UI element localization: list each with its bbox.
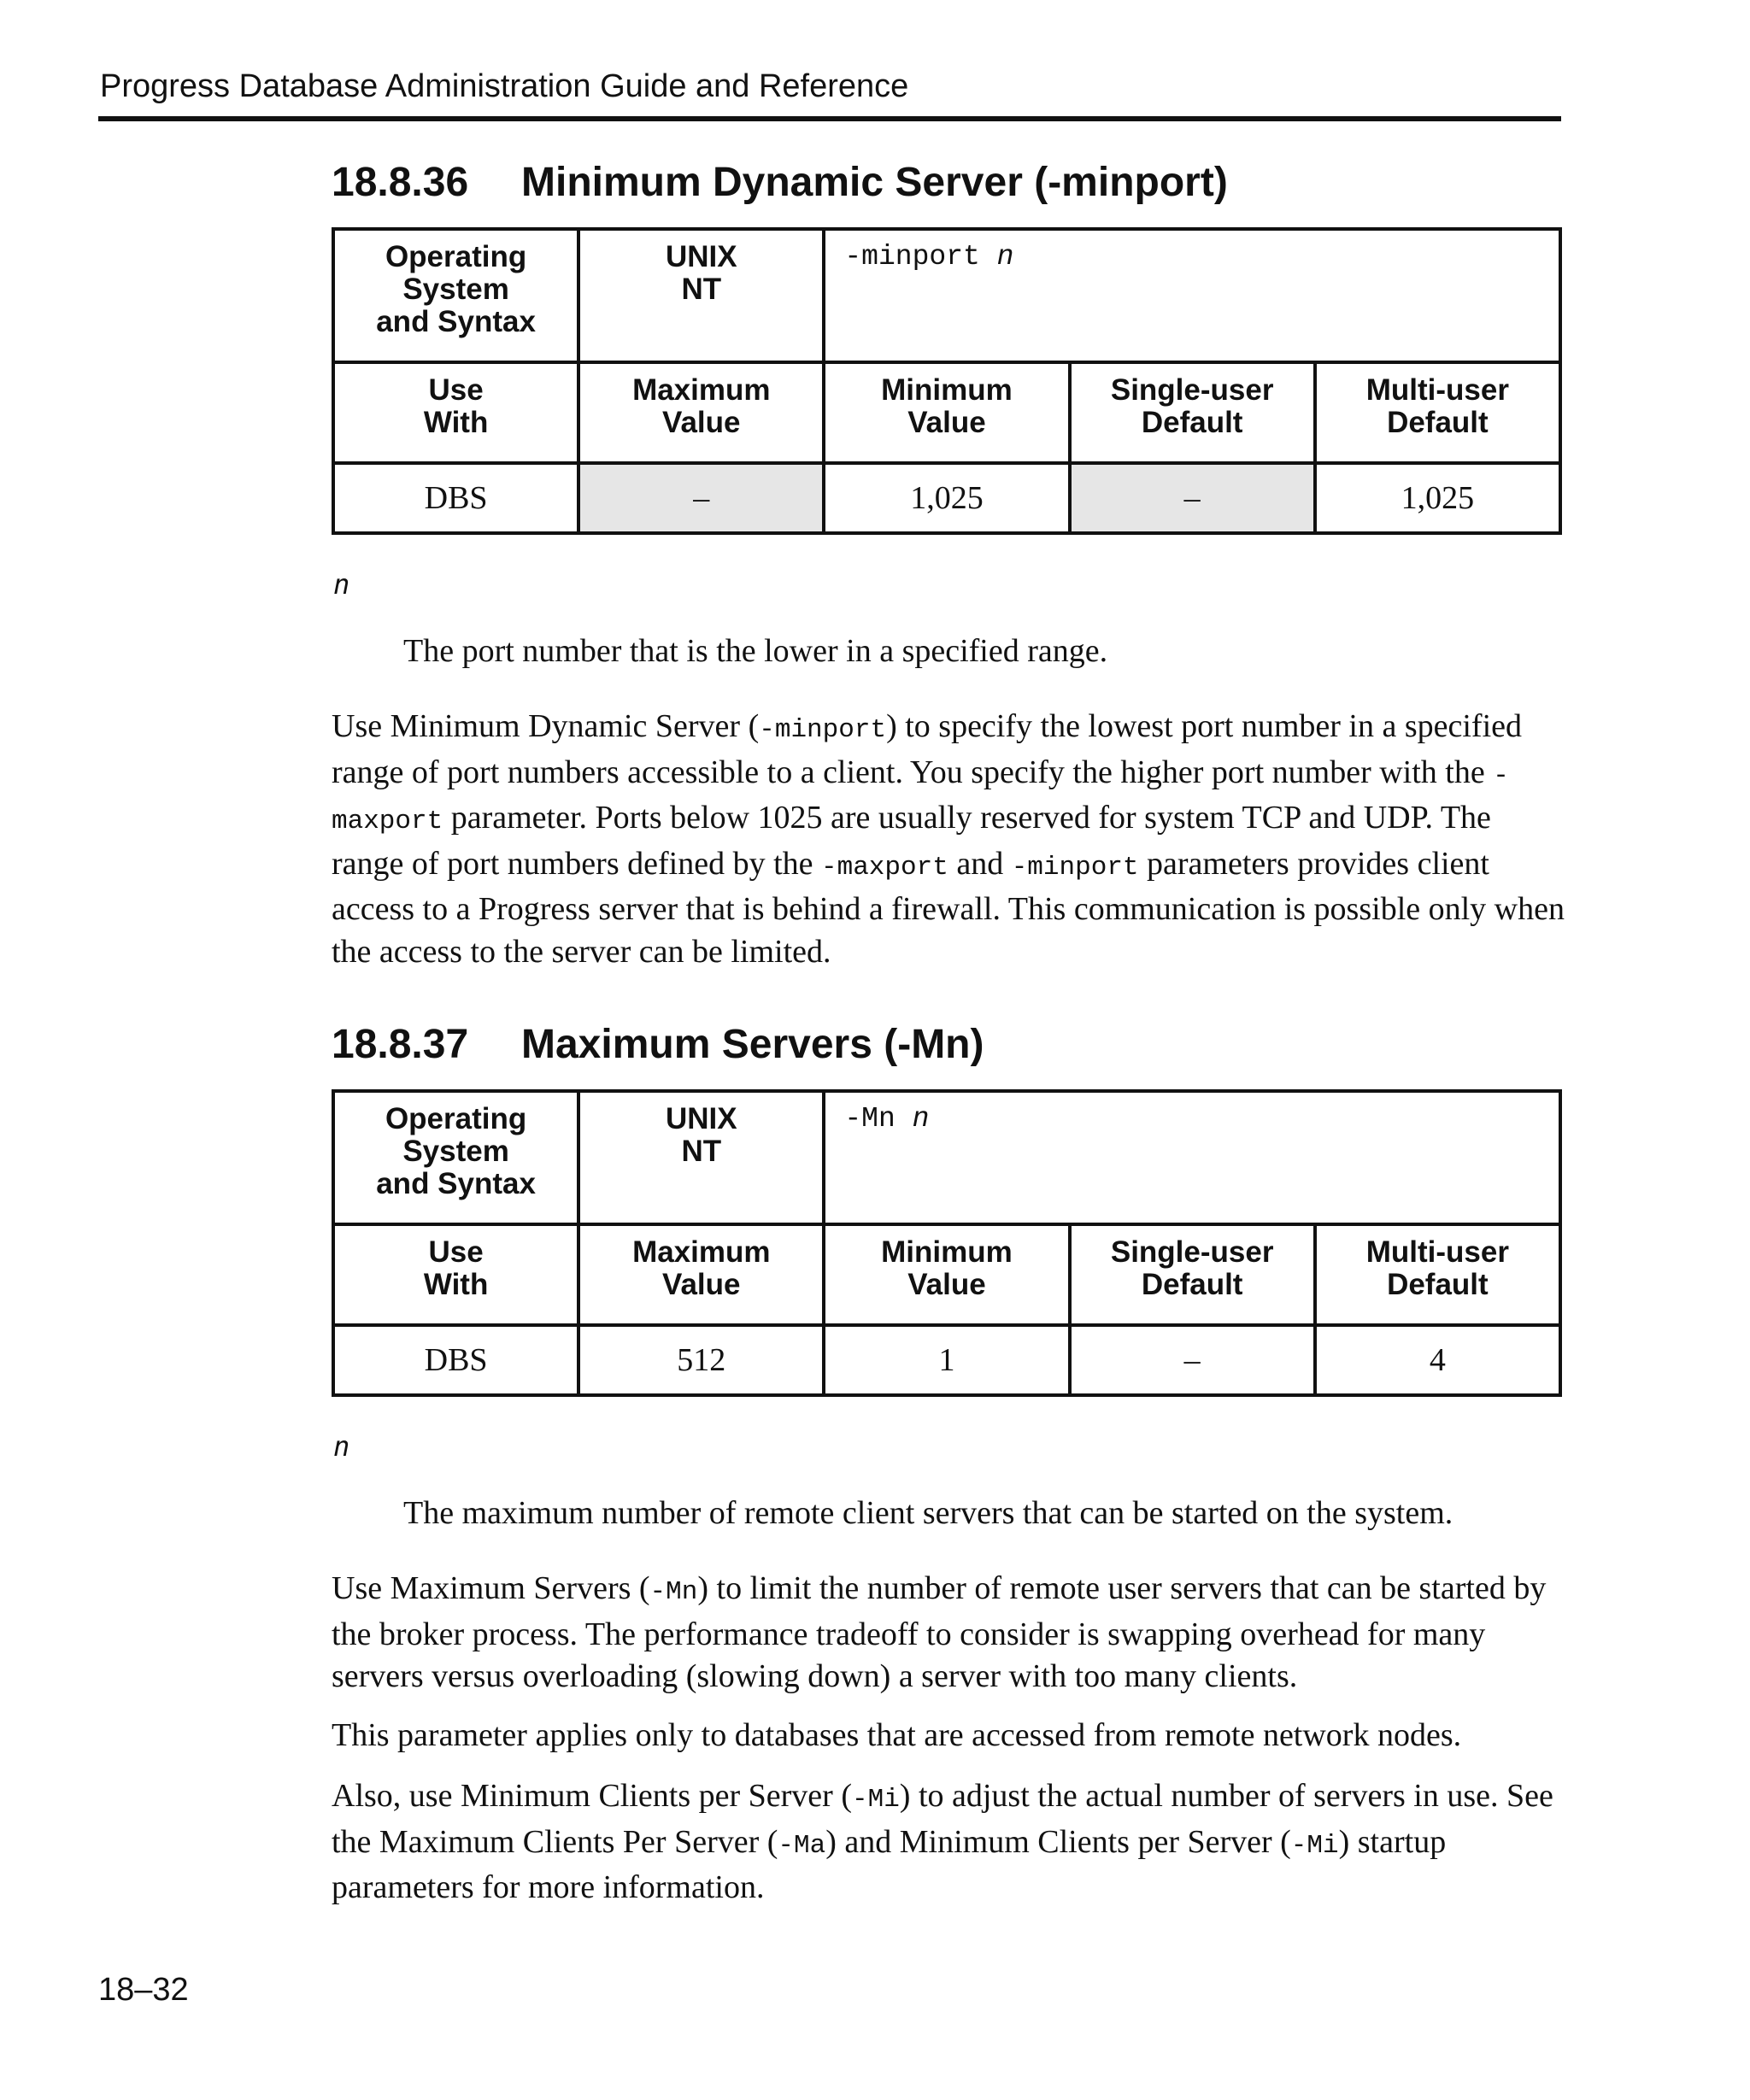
section-heading-mn <box>332 1021 984 1068</box>
section-number: 18.8.37 <box>332 1022 469 1067</box>
body-paragraph: Also, use Minimum Clients per Server (-Mi) to adjust the actual number of servers in use. See the Maximum Clients Per Server (-Ma) and Minimum Clients per Server (-Mi) startup parameters for more information. <box>332 1778 1553 1905</box>
syntax-cell <box>824 229 1560 362</box>
os-syntax-header: Operating System and Syntax <box>333 229 578 362</box>
table-row <box>333 463 1560 533</box>
table-row <box>333 229 1560 362</box>
min-value: 1,025 <box>824 463 1069 533</box>
min-value-header: Minimum Value <box>824 1224 1069 1325</box>
table-row <box>333 1224 1560 1325</box>
use-with-header: Use With <box>333 362 578 463</box>
table-row <box>333 1325 1560 1395</box>
multi-user-header: Multi-user Default <box>1315 362 1560 463</box>
max-value: – <box>578 463 824 533</box>
table-row <box>333 362 1560 463</box>
min-value-header: Minimum Value <box>824 362 1069 463</box>
single-user-default: – <box>1070 463 1315 533</box>
parameter-table-mn <box>332 1089 1562 1397</box>
body-paragraph: Use Minimum Dynamic Server (-minport) to specify the lowest port number in a specified range of port numbers accessible to a client. You specify the higher port number with the -maxport parameter. Ports below 1025 are usually reserved for system TCP and UDP. The range of port numbers defined by the -maxport and -minport parameters provides client access to a Progress server that is behind a firewall. This communication is possible only when the access to the server can be limited. <box>332 708 1565 970</box>
multi-user-header: Multi-user Default <box>1315 1224 1560 1325</box>
body-paragraph: This parameter applies only to databases that are accessed from remote network nodes. <box>332 1717 1462 1753</box>
single-user-default: – <box>1070 1325 1315 1395</box>
section-title: Minimum Dynamic Server (-minport) <box>521 160 1228 205</box>
multi-user-default: 1,025 <box>1315 463 1560 533</box>
use-with-header: Use With <box>333 1224 578 1325</box>
max-value-header: Maximum Value <box>578 1224 824 1325</box>
document-title: Progress Database Administration Guide and Reference <box>100 68 909 104</box>
single-user-header: Single-user Default <box>1070 362 1315 463</box>
max-value-header: Maximum Value <box>578 362 824 463</box>
use-with-value: DBS <box>333 463 578 533</box>
term-n: n <box>333 568 350 601</box>
page-number: 18–32 <box>98 1972 189 2008</box>
multi-user-default: 4 <box>1315 1325 1560 1395</box>
term-description: The port number that is the lower in a specified range. <box>403 633 1108 669</box>
page-header <box>98 67 1561 121</box>
use-with-value: DBS <box>333 1325 578 1395</box>
section-title: Maximum Servers (-Mn) <box>521 1022 984 1067</box>
term-n: n <box>333 1430 350 1463</box>
section-number: 18.8.36 <box>332 160 469 205</box>
syntax-code: -Mn n <box>844 1103 930 1135</box>
max-value: 512 <box>578 1325 824 1395</box>
syntax-cell <box>824 1091 1560 1224</box>
syntax-code: -minport n <box>844 241 1014 273</box>
term-description: The maximum number of remote client servers that can be started on the system. <box>403 1495 1453 1531</box>
os-list: UNIX NT <box>578 229 824 362</box>
os-syntax-header: Operating System and Syntax <box>333 1091 578 1224</box>
min-value: 1 <box>824 1325 1069 1395</box>
section-heading-minport <box>332 159 1228 206</box>
parameter-table-minport <box>332 227 1562 535</box>
body-paragraph: Use Maximum Servers (-Mn) to limit the number of remote user servers that can be started by the broker process. The performance tradeoff to consider is swapping overhead for many servers versus overloading (slowing down) a server with too many clients. <box>332 1570 1547 1694</box>
table-row <box>333 1091 1560 1224</box>
os-list: UNIX NT <box>578 1091 824 1224</box>
single-user-header: Single-user Default <box>1070 1224 1315 1325</box>
